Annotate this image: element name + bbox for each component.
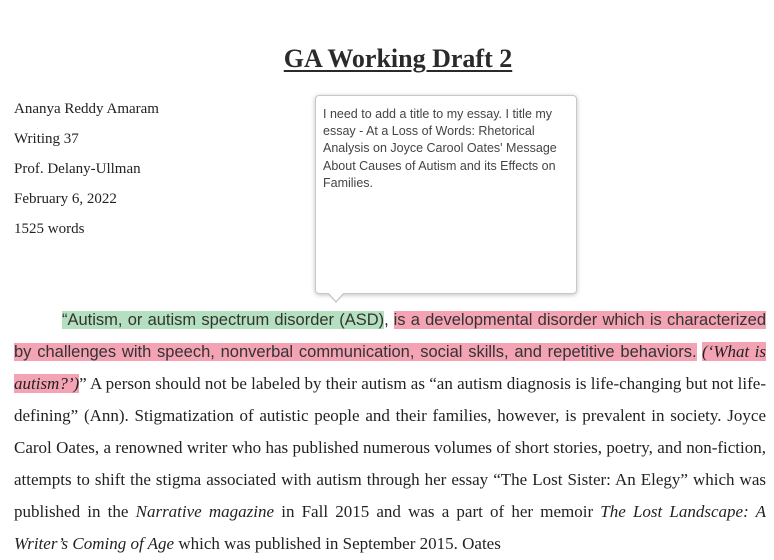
close-quote: ” <box>79 374 87 393</box>
highlight-green-quote[interactable]: “Autism, or autism spectrum disorder (ASD) <box>62 311 385 329</box>
author-name: Ananya Reddy Amaram <box>14 101 159 117</box>
document-title: GA Working Draft 2 <box>283 44 513 73</box>
paragraph <box>14 304 766 560</box>
highlight-pink-citation[interactable]: (‘What is autism?’) <box>14 342 767 393</box>
quote-comma: , <box>384 311 389 329</box>
comment-pointer-fill <box>328 292 344 301</box>
highlight-pink-quote[interactable]: is a developmental disorder which is characterized by challenges with speech, nonverbal communication, social skills, and repetitive behaviors. <box>14 311 767 361</box>
essay-header <box>14 94 159 244</box>
essay-body <box>14 304 766 560</box>
body-sentence-3: which was published in September 2015. Oates <box>174 534 501 553</box>
essay-date: February 6, 2022 <box>14 191 117 207</box>
magazine-title: Narrative magazine <box>135 502 275 521</box>
word-count: 1525 words <box>14 221 85 237</box>
body-sentence-1: A person should not be labeled by their autism as “an autism diagnosis is life-changing but not life-defining” (Ann). Stigmatization of autistic people and their families, however, is prevalent in society. Joyce Carol Oates, a renowned writer who has published numerous volumes of short stories, poetry, and non-fiction, attempts to shift the stigma associated with autism through her essay “The Lost Sister: An Elegy” which was published in the <box>14 374 766 521</box>
professor-name: Prof. Delany-Ullman <box>14 161 141 177</box>
comment-popup[interactable] <box>315 95 577 294</box>
memoir-title: The Lost Landscape: A Writer’s Coming of Age <box>14 502 766 553</box>
comment-text: I need to add a title to my essay. I title my essay - At a Loss of Words: Rhetorical Analysis on Joyce Carool Oates' Message About Causes of Autism and its Effects on Families. <box>323 107 557 190</box>
body-sentence-2: in Fall 2015 and was a part of her memoir <box>274 502 601 521</box>
course-name: Writing 37 <box>14 131 79 147</box>
